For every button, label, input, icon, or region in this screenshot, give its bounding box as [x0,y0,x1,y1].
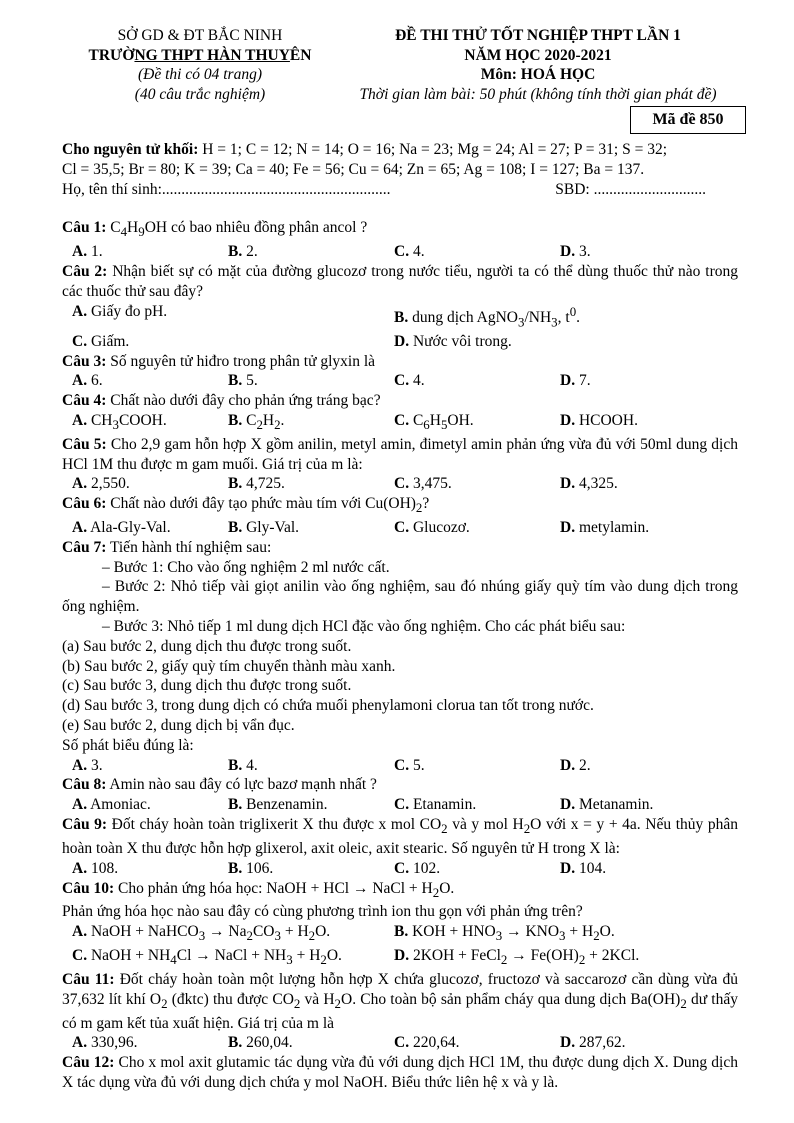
question-12: Câu 12: Cho x mol axit glutamic tác dụng vừa đủ với dung dịch HCl 1M, thu được dung dịch X. Dung dịch X tác dụng vừa đủ với dung dịch chứa y mol NaOH. Biểu thức liên hệ x và y là. [62,1054,738,1092]
question-2: Câu 2: Nhận biết sự có mặt của đường glucozơ trong nước tiểu, người ta có thể dùng thuốc thử nào trong các thuốc thử sau đây? [62,263,738,300]
subject: Môn: HOÁ HỌC [480,66,596,83]
question-5: Câu 5: Cho 2,9 gam hỗn hợp X gồm anilin, metyl amin, đimetyl amin phản ứng vừa đủ với 50ml dung dịch HCl 1M thu được m gam muối. Giá trị của m là: [62,435,738,473]
option-c: C. 102. [394,859,441,877]
option-d: D. Nước vôi trong. [394,332,512,350]
question-11: Câu 11: Đốt cháy hoàn toàn một lượng hỗn hợp X chứa glucozơ, fructozơ và saccarozơ cần dùng vừa đủ 37,632 lít khí $O_2$ (đktc) thu được $CO_2$ và $H_2O$. Cho toàn bộ sản phẩm cháy qua dung dịch $Ba(OH)_2$ dư thấy có m gam kết tủa xuất hiện. Giá trị của m là [62,970,738,1032]
option-d: D. 7. [560,372,591,390]
department: SỞ GD & ĐT BẮC NINH [117,27,283,44]
option-c: C. Giấm. [72,332,130,350]
options-q6 [62,518,738,538]
exam-body [62,140,738,1093]
exam-title: ĐỀ THI THỬ TỐT NGHIỆP THPT LẦN 1 [395,27,681,44]
option-b: B. $C_2H_2$. [228,411,285,432]
options-q10-row2 [62,946,738,970]
options-q1 [62,242,738,262]
statement-c: (c) Sau bước 3, dung dịch thu được trong suốt. [62,677,352,695]
step-1: – Bước 1: Cho vào ống nghiệm 2 ml nước cất. [102,558,390,576]
options-q5 [62,474,738,494]
question-7-ask: Số phát biểu đúng là: [62,736,194,754]
options-q8 [62,795,738,815]
option-a: A. 1. [72,243,103,261]
option-b: B. 5. [228,372,258,390]
candidate-name-field: Họ, tên thí sinh:........................................................... [62,180,391,198]
option-c: C. NaOH + $NH_4Cl$ → NaCl + $NH_3 + H_2O$. [72,947,342,968]
option-a: A. Ala-Gly-Val. [72,519,171,537]
option-d: D. metylamin. [560,519,650,537]
school-name: TRƯỜNG THPT HÀN THUYÊN [88,46,312,64]
option-c: C. 220,64. [394,1034,460,1052]
atomic-masses: Cho nguyên tử khối: H = 1; C = 12; N = 14; O = 16; Na = 23; Mg = 24; Al = 27; P = 31; S = 32; [62,141,667,158]
header-left [66,26,334,104]
option-d: D. HCOOH. [560,411,638,429]
option-a: A. 330,96. [72,1034,138,1052]
question-4: Câu 4: Chất nào dưới đây cho phản ứng tráng bạc? [62,392,381,410]
option-b: B. Benzenamin. [228,796,328,814]
option-c: C. 4. [394,372,425,390]
question-9: Câu 9: Đốt cháy hoàn toàn triglixerit X thu được x mol $CO_2$ và y mol $H_2O$ với x = y + 4a. Nếu thủy phân hoàn toàn X thu được hỗn hợp glixerol, axit oleic, axit stearic. Số nguyên tử H trong X là: [62,816,738,857]
option-c: C. Etanamin. [394,796,477,814]
question-6: Câu 6: Chất nào dưới đây tạo phức màu tím với $Cu(OH)_2$? [62,495,430,516]
option-b: B. KOH + $HNO_3 \to KNO_3 + H_2O$. [394,923,615,944]
question-count: (40 câu trắc nghiệm) [134,85,266,103]
option-d: D. 2. [560,756,591,774]
statement-b: (b) Sau bước 2, giấy quỳ tím chuyển thành màu xanh. [62,657,396,675]
option-b: B. Gly-Val. [228,519,300,537]
options-q10-row1 [62,922,738,946]
question-3: Câu 3: Số nguyên tử hiđro trong phân tử glyxin là [62,352,376,370]
option-d: D. 287,62. [560,1034,626,1052]
options-q11 [62,1033,738,1053]
option-a: A. NaOH + NaHCO$_3$ → $Na_2CO_3 + H_2O$. [72,923,331,944]
step-3: – Bước 3: Nhỏ tiếp 1 ml dung dịch HCl đặc vào ống nghiệm. Cho các phát biểu sau: [102,618,626,636]
question-8: Câu 8: Amin nào sau đây có lực bazơ mạnh nhất ? [62,776,377,794]
exam-code-box: Mã đề 850 [630,106,746,134]
option-d: D. 104. [560,859,607,877]
statement-d: (d) Sau bước 3, trong dung dịch có chứa muối phenylamoni clorua tan tốt trong nước. [62,697,594,715]
option-a: A. 108. [72,859,119,877]
atomic-masses-line2: Cl = 35,5; Br = 80; K = 39; Ca = 40; Fe = 56; Cu = 64; Zn = 65; Ag = 108; I = 127; Ba = 137. [62,160,645,178]
options-q3 [62,371,738,391]
school-year: NĂM HỌC 2020-2021 [464,46,612,64]
option-b: B. 106. [228,859,274,877]
page-count: (Đề thi có 04 trang) [138,66,262,83]
options-q7 [62,756,738,776]
option-d: D. 2KOH + FeCl$_2$ → $Fe(OH)_2 + 2KCl$. [394,947,640,968]
option-a: A. 2,550. [72,475,130,493]
option-a: A. $CH_3COOH$. [72,411,167,432]
option-c: C. 4. [394,243,425,261]
option-d: D. 3. [560,243,591,261]
options-q2-row2 [62,332,738,352]
option-c: C. 5. [394,756,425,774]
option-a: A. 6. [72,372,103,390]
question-10-ask: Phản ứng hóa học nào sau đây có cùng phương trình ion thu gọn với phản ứng trên? [62,903,583,921]
options-q2-row1 [62,302,738,332]
option-b: B. 260,04. [228,1034,293,1052]
options-q4 [62,411,738,435]
option-b: B. 4. [228,756,258,774]
question-1: Câu 1: $C_4H_9OH$ có bao nhiêu đồng phân ancol ? [62,219,368,240]
statement-e: (e) Sau bước 2, dung dịch bị vẩn đục. [62,717,295,735]
question-10: Câu 10: Cho phản ứng hóa học: NaOH + HCl → NaCl + $H_2O$. [62,879,455,900]
option-d: D. Metanamin. [560,796,654,814]
option-a: A. 3. [72,756,103,774]
question-7: Câu 7: Tiến hành thí nghiệm sau: [62,538,272,556]
option-d: D. 4,325. [560,475,618,493]
time-limit: Thời gian làm bài: 50 phút (không tính thời gian phát đề) [359,85,717,103]
header-right [318,26,758,104]
option-b: B. 4,725. [228,475,285,493]
option-c: C. $C_6H_5OH$. [394,411,474,432]
option-b: B. dung dịch $AgNO_3/NH_3$, $t^0$. [394,303,581,329]
candidate-number-field: SBD: ............................. [555,180,706,198]
candidate-info [62,180,706,200]
option-b: B. 2. [228,243,258,261]
option-a: A. Amoniac. [72,796,151,814]
options-q9 [62,859,738,879]
step-2: – Bước 2: Nhỏ tiếp vài giọt anilin vào ống nghiệm, sau đó nhúng giấy quỳ tím vào dung dịch trong ống nghiệm. [62,578,738,616]
option-c: C. Glucozơ. [394,519,470,537]
option-a: A. Giấy đo pH. [72,302,168,320]
option-c: C. 3,475. [394,475,452,493]
statement-a: (a) Sau bước 2, dung dịch thu được trong suốt. [62,637,352,655]
